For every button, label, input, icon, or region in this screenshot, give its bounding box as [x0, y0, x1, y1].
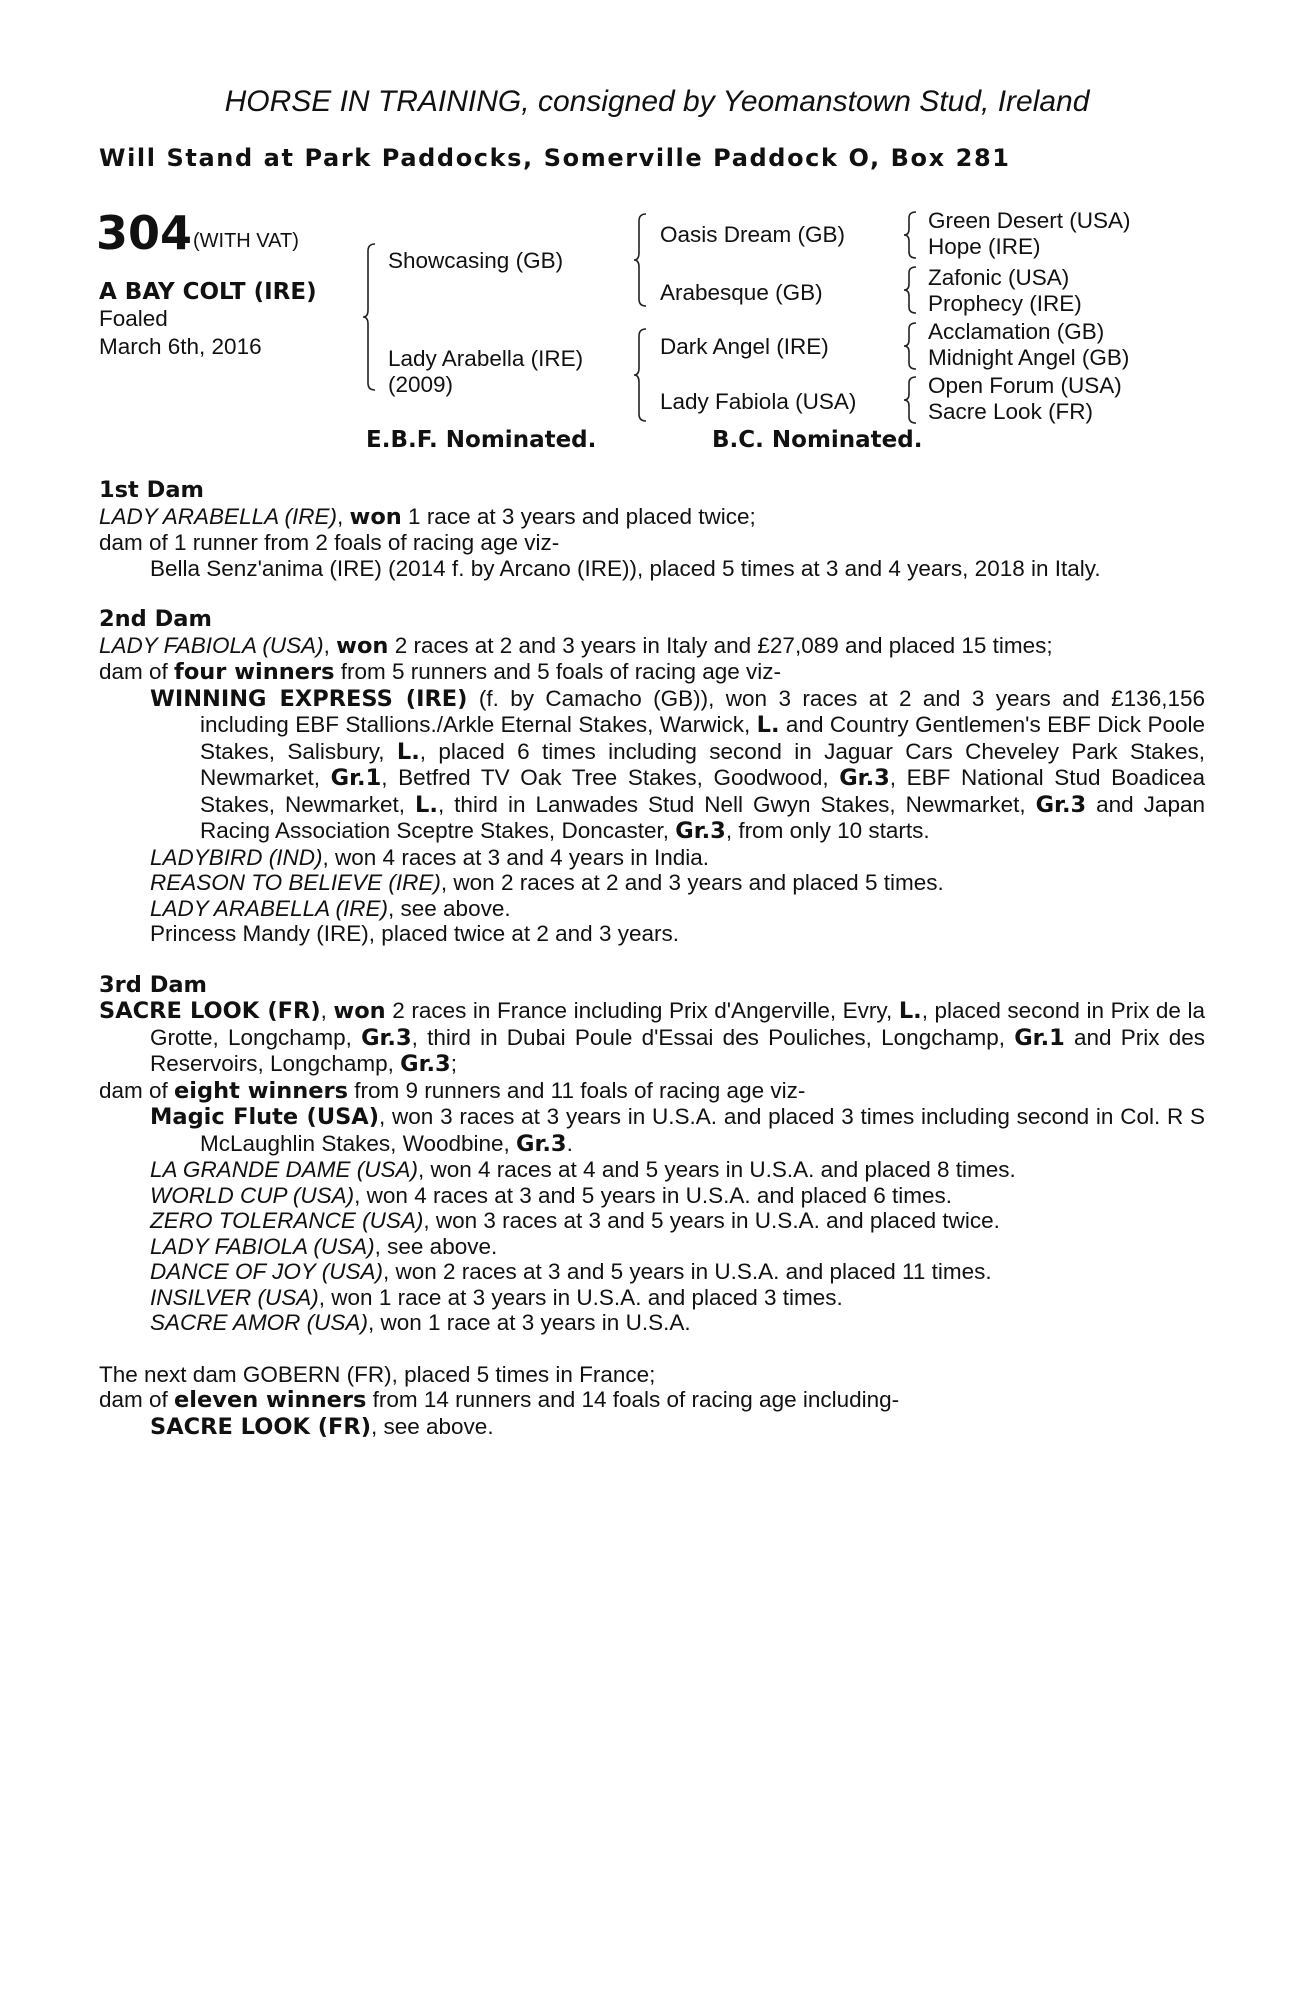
lot-number: 304	[96, 206, 193, 260]
pedigree-dam-dam: Lady Fabiola (USA)	[660, 389, 857, 414]
ebf-nominated: E.B.F. Nominated.	[366, 427, 597, 453]
second-dam-section	[99, 607, 1205, 947]
pedigree-ggp: Zafonic (USA)	[928, 265, 1070, 290]
section-heading: 3rd Dam	[99, 971, 207, 998]
offspring-entry: WINNING EXPRESS (IRE) (f. by Camacho (GB)), won 3 races at 2 and 3 years and £136,156 including EBF Stallions./Arkle Eternal Stakes, Warwick, L. and Country Gentlemen's EBF Dick Poole Stakes, Salisbury, L., placed 6 times including second in Jaguar Cars Cheveley Park Stakes, Newmarket, Gr.1, Betfred TV Oak Tree Stakes, Goodwood, Gr.3, EBF National Stud Boadicea Stakes, Newmarket, L., third in Lanwades Stud Nell Gwyn Stakes, Newmarket, Gr.3 and Japan Racing Association Sceptre Stakes, Doncaster, Gr.3, from only 10 starts.	[150, 685, 1205, 844]
offspring-entry: Magic Flute (USA), won 3 races at 3 years in U.S.A. and placed 3 times including second in Col. R S McLaughlin Stakes, Woodbine, Gr.3.	[150, 1104, 1206, 1157]
pedigree-brace-dam	[633, 327, 647, 423]
pedigree-ggp: Hope (IRE)	[928, 234, 1041, 259]
pedigree-dam-year: (2009)	[388, 372, 454, 397]
first-dam-produce: dam of 1 runner from 2 foals of racing age viz-	[99, 530, 560, 555]
horse-description: A BAY COLT (IRE)	[99, 279, 317, 305]
pedigree-brace-ggp3	[903, 321, 917, 371]
pedigree-sire-sire: Oasis Dream (GB)	[660, 222, 846, 247]
offspring-entry: LADY FABIOLA (USA), see above.	[150, 1233, 498, 1259]
pedigree-ggp: Sacre Look (FR)	[928, 399, 1094, 424]
offspring-entry: Bella Senz'anima (IRE) (2014 f. by Arcano (IRE)), placed 5 times at 3 and 4 years, 2018 in Italy.	[150, 555, 1101, 581]
next-dam-produce: dam of eleven winners from 14 runners and 14 foals of racing age including-	[99, 1387, 900, 1413]
first-dam-section	[99, 478, 1205, 581]
page-title: HORSE IN TRAINING, consigned by Yeomanstown Stud, Ireland	[224, 85, 1090, 118]
offspring-entry: LADY ARABELLA (IRE), see above.	[150, 895, 511, 921]
pedigree-ggp: Green Desert (USA)	[928, 208, 1131, 233]
offspring-entry: LA GRANDE DAME (USA), won 4 races at 4 and 5 years in U.S.A. and placed 8 times.	[150, 1157, 1016, 1182]
offspring-entry: REASON TO BELIEVE (IRE), won 2 races at 2 and 3 years and placed 5 times.	[150, 870, 944, 895]
next-dam-record: The next dam GOBERN (FR), placed 5 times in France;	[99, 1361, 656, 1387]
foaled-label: Foaled	[99, 306, 168, 331]
pedigree-brace-ggp4	[903, 375, 917, 425]
foaled-date: March 6th, 2016	[99, 334, 262, 359]
pedigree-dam: Lady Arabella (IRE)	[388, 346, 584, 371]
pedigree-dam-sire: Dark Angel (IRE)	[660, 334, 829, 359]
section-heading: 2nd Dam	[99, 606, 212, 632]
pedigree-ggp: Open Forum (USA)	[928, 373, 1122, 398]
third-dam-record: SACRE LOOK (FR), won 2 races in France including Prix d'Angerville, Evry, L., placed second in Prix de la Grotte, Longchamp, Gr.3, third in Dubai Poule d'Essai des Pouliches, Longchamp, Gr.1 and Prix des Reservoirs, Longchamp, Gr.3;	[99, 998, 1206, 1077]
pedigree-sire: Showcasing (GB)	[388, 248, 564, 273]
offspring-entry: SACRE LOOK (FR), see above.	[150, 1413, 494, 1440]
next-dam-section	[99, 1362, 1205, 1441]
pedigree-brace-ggp1	[903, 210, 917, 260]
pedigree-ggp: Midnight Angel (GB)	[928, 345, 1130, 370]
third-dam-section	[99, 973, 1205, 1336]
pedigree-brace-main	[362, 242, 376, 392]
offspring-entry: LADYBIRD (IND), won 4 races at 3 and 4 years in India.	[150, 844, 710, 870]
first-dam-record: LADY ARABELLA (IRE), won 1 race at 3 years and placed twice;	[99, 503, 756, 530]
offspring-entry: SACRE AMOR (USA), won 1 race at 3 years in U.S.A.	[150, 1310, 691, 1335]
section-heading: 1st Dam	[99, 477, 204, 503]
offspring-entry: DANCE OF JOY (USA), won 2 races at 3 and 5 years in U.S.A. and placed 11 times.	[150, 1259, 992, 1284]
third-dam-produce: dam of eight winners from 9 runners and 11 foals of racing age viz-	[99, 1077, 806, 1104]
pedigree-ggp: Acclamation (GB)	[928, 319, 1105, 344]
pedigree-sire-dam: Arabesque (GB)	[660, 280, 823, 305]
location-line: Will Stand at Park Paddocks, Somerville Paddock O, Box 281	[99, 144, 1011, 172]
second-dam-produce: dam of four winners from 5 runners and 5 foals of racing age viz-	[99, 659, 782, 685]
offspring-entry: WORLD CUP (USA), won 4 races at 3 and 5 years in U.S.A. and placed 6 times.	[150, 1182, 952, 1208]
pedigree-brace-ggp2	[903, 265, 917, 315]
vat-note: (WITH VAT)	[193, 230, 299, 252]
catalogue-body	[99, 478, 1205, 1440]
second-dam-record: LADY FABIOLA (USA), won 2 races at 2 and 3 years in Italy and £27,089 and placed 15 times;	[99, 632, 1053, 659]
pedigree-brace-sire	[633, 212, 647, 308]
bc-nominated: B.C. Nominated.	[712, 427, 923, 453]
offspring-entry: ZERO TOLERANCE (USA), won 3 races at 3 and 5 years in U.S.A. and placed twice.	[150, 1208, 1000, 1233]
offspring-entry: Princess Mandy (IRE), placed twice at 2 and 3 years.	[150, 921, 679, 946]
pedigree-ggp: Prophecy (IRE)	[928, 291, 1082, 316]
offspring-entry: INSILVER (USA), won 1 race at 3 years in U.S.A. and placed 3 times.	[150, 1284, 843, 1310]
